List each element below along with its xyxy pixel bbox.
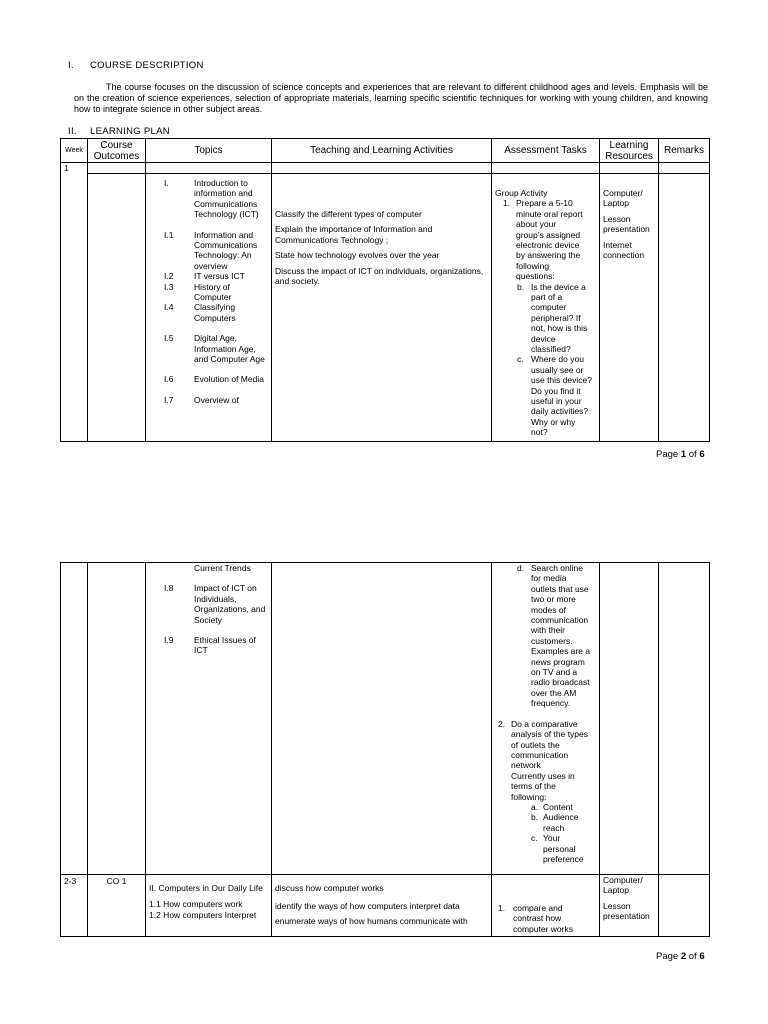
remarks-cell [659,173,710,441]
topic-item: 1.1 How computers work [149,899,243,910]
assessment-heading: Group Activity [495,187,548,198]
page-number-footer: Page 2 of 6 [656,951,705,962]
activity-item: Classify the different types of computer [275,208,422,219]
week-row [61,163,710,174]
assessment-item: 1. Prepare a 5-10 minute oral report about your group’s assigned electronic device by answering the following questions: [503,198,583,282]
topic-item: Current Trends [194,563,251,573]
outcomes-cell [88,173,146,441]
topics-cell [146,875,272,937]
activity-item: identify the ways of how computers interpret data [275,901,460,912]
assessment-item: 1. compare and contrast how computer works [498,903,573,934]
topic-item: I.5 Digital Age, Information Age, and Computer Age [164,333,265,364]
table-row [61,563,710,875]
week-cell: 1 [61,163,88,174]
header-remarks: Remarks [659,139,710,163]
assessment-cell [492,563,600,875]
header-week: Week [61,139,88,163]
learning-plan-table-page1 [60,138,710,442]
table-row [61,875,710,937]
topic-item: I. Introduction to information and Communications Technology (ICT) [164,177,259,220]
topics-cell [146,563,272,875]
topic-item: I.2 IT versus ICT [164,271,245,282]
resource-item: Lesson presentation [603,213,650,235]
outcomes-cell [88,563,146,875]
section-heading-learning-plan: II. LEARNING PLAN [68,126,170,137]
activity-item: Discuss the impact of ICT on individuals, organizations, and society. [275,265,484,286]
activity-item: State how technology evolves over the year [275,250,440,261]
topic-item: I.1 Information and Communications Technology: An overview [164,229,258,271]
topic-item: I.7 Overview of [164,394,239,405]
outcomes-cell: CO 1 [88,875,146,937]
resources-cell [600,875,659,937]
assessment-cell [492,173,600,441]
header-learning-resources: Learning Resources [600,139,659,163]
resources-cell [600,563,659,875]
remarks-cell [659,875,710,937]
activities-cell [272,563,492,875]
header-course-outcomes: Course Outcomes [88,139,146,163]
assessment-item: 2. Do a comparative analysis of the types of outlets the communication network Currently uses in terms of the following: [498,718,589,802]
assessment-subitem: d. Search online for media outlets that use two or more modes of communication with their customers. Examples are a news program on TV and a radio broadcast over the AM frequency. [517,563,591,709]
assessment-cell [492,875,600,937]
assessment-subitem: a. Content [531,801,573,812]
table-row [61,173,710,441]
topic-item: I.6 Evolution of Media [164,374,264,385]
topic-item: I.4 Classifying Computers [164,302,236,323]
topic-item: I.9 Ethical Issues of ICT [164,635,256,656]
header-activities: Teaching and Learning Activities [272,139,492,163]
header-assessment: Assessment Tasks [492,139,600,163]
activity-item: enumerate ways of how humans communicate with [275,915,468,926]
table-header-row [61,139,710,163]
assessment-subitem: b. Is the device a part of a computer peripheral? If not, how is this device classified? [517,281,588,354]
week-cell: 2-3 [61,875,88,937]
assessment-subitem: c. Your personal preference [531,833,584,864]
activities-cell [272,875,492,937]
resource-item: Internet connection [603,239,645,260]
resource-item: Lesson presentation [603,900,650,922]
remarks-cell [659,563,710,875]
topic-item: 1.2 How computers Interpret [149,909,257,920]
activities-cell [272,173,492,441]
assessment-subitem: b. Audience reach [531,812,579,833]
assessment-subitem: c. Where do you usually see or use this device? Do you find it useful in your daily activities? Why or why not? [517,354,592,438]
section-heading-course-description: I. COURSE DESCRIPTION [68,60,204,71]
resource-item: Computer/ Laptop [603,875,643,896]
course-description-text: The course focuses on the discussion of science concepts and experiences that are relevant to different childhood ages and levels. Emphasis will be on the creation of science experiences, selection of appropriate materials, learning specific scientific techniques for working with young children, and knowing how to integrate science in other subject areas. [74,82,708,114]
activity-item: Explain the importance of Information and Communications Technology ; [275,224,433,245]
topic-item: I.8 Impact of ICT on Individuals, Organizations, and Society [164,583,266,625]
topic-title: II. Computers in Our Daily Life [149,883,263,893]
page-number-footer: Page 1 of 6 [656,449,705,460]
topic-item: I.3 History of Computer [164,281,232,302]
resources-cell [600,173,659,441]
resource-item: Computer/ Laptop [603,187,643,209]
header-topics: Topics [146,139,272,163]
learning-plan-table-page2 [60,562,710,937]
activity-item: discuss how computer works [275,883,384,893]
topics-cell [146,173,272,441]
